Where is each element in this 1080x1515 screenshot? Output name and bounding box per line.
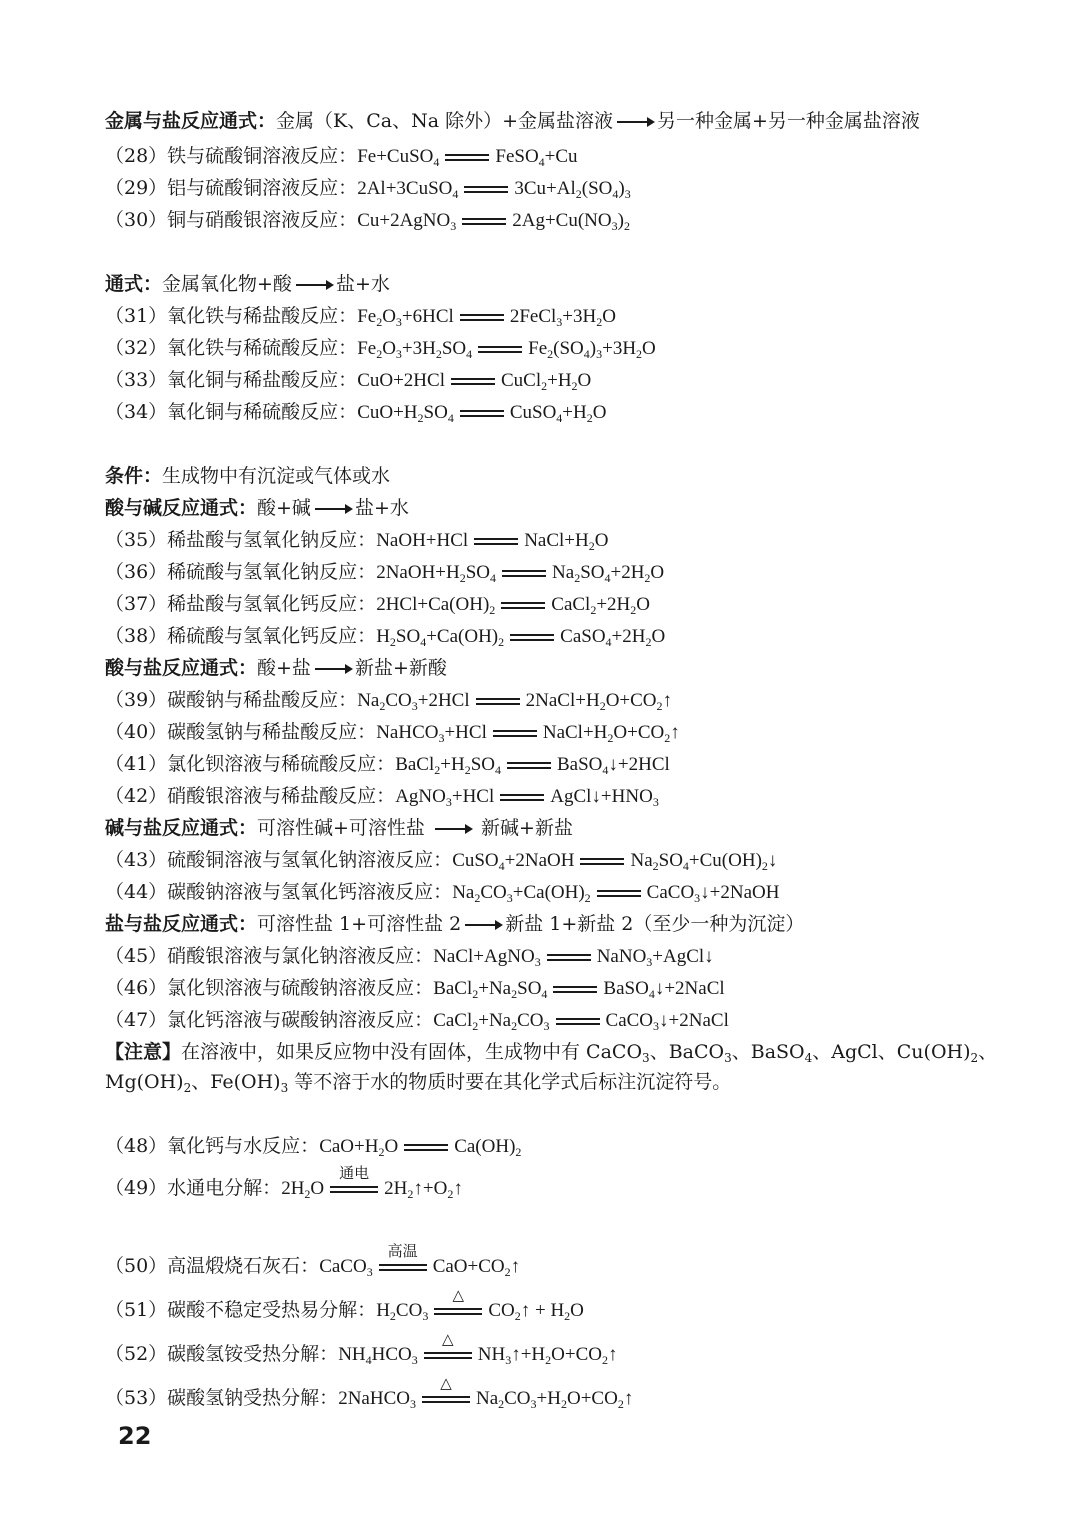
reaction-line [105, 524, 1005, 556]
text-line [105, 460, 1005, 492]
equals-sign-with-condition [330, 1163, 378, 1193]
reaction-label: （47）氯化钙溶液与碳酸钠溶液反应： [105, 1009, 434, 1031]
reactants: $2NaOH+H_2SO_4$ [376, 562, 497, 585]
arrow-icon [296, 284, 332, 286]
reactants: CuSO$_4$+2NaOH [452, 850, 575, 873]
line-tail: 盐+水 [335, 273, 390, 295]
equals-sign [547, 954, 591, 961]
line-text: 酸+盐 [257, 657, 311, 679]
section-heading [105, 428, 1005, 460]
line-tail: 另一种金属+另一种金属盐溶液 [657, 110, 920, 132]
page-number: 22 [118, 1422, 152, 1450]
reaction-line [105, 1285, 1005, 1326]
arrow-icon [435, 828, 471, 830]
reactants: $H_2CO_3$ [376, 1300, 429, 1323]
products: $CuCl_2+H_2O$ [500, 370, 592, 393]
line-lead: 条件： [105, 465, 163, 487]
line-lead: 酸与碱反应通式： [105, 497, 258, 519]
reaction-label: （45）硝酸银溶液与氯化钠溶液反应： [105, 945, 434, 967]
products: $2H_2↑+O_2↑$ [384, 1178, 463, 1201]
reaction-line [105, 204, 1005, 236]
reactants: AgNO$_3$+HCl [395, 786, 495, 809]
equals-sign-with-condition [424, 1329, 472, 1359]
reaction-label: （38）稀硫酸与氢氧化钙反应： [105, 625, 377, 647]
section-heading [105, 1098, 1005, 1130]
reaction-label: （28）铁与硫酸铜溶液反应： [105, 145, 358, 167]
reaction-line [105, 972, 1005, 1004]
line-lead: 盐与盐反应通式： [105, 913, 258, 935]
reaction-condition: 通电 [339, 1163, 370, 1182]
reaction-line [105, 1329, 1005, 1370]
reactants: 2Al+3CuSO$_4$ [357, 178, 459, 201]
line-lead: 金属与盐反应通式： [105, 110, 277, 132]
reaction-label: （32）氧化铁与稀硫酸反应： [105, 337, 358, 359]
reaction-label: （51）碳酸不稳定受热易分解： [105, 1299, 377, 1321]
reactants: CuO+2HCl [357, 370, 445, 391]
products: $NH_3↑+H_2O+CO_2↑$ [477, 1344, 618, 1367]
reactants: Fe+CuSO$_4$ [357, 146, 440, 169]
reaction-label: （53）碳酸氢钠受热分解： [105, 1387, 339, 1409]
products: $Na_2SO_4+2H_2O$ [552, 562, 665, 585]
line-tail: 盐+水 [354, 497, 409, 519]
equals-sign [580, 858, 624, 865]
reaction-line [105, 332, 1005, 364]
equals-sign [404, 1144, 448, 1151]
reaction-line [105, 364, 1005, 396]
text-line [105, 268, 1005, 300]
text-line [105, 105, 1005, 137]
reaction-line [105, 620, 1005, 652]
reaction-condition: 高温 [387, 1241, 418, 1260]
products: $NaCl+H_2O+CO_2↑$ [542, 722, 680, 745]
equals-sign [460, 314, 504, 321]
products: $2NaCl+H_2O+CO_2↑$ [525, 690, 673, 713]
products: $CaSO_4+2H_2O$ [560, 626, 666, 649]
equals-sign [507, 762, 551, 769]
products: BaSO$_4$↓+2NaCl [603, 978, 725, 1001]
reaction-label: （44）碳酸钠溶液与氢氧化钙溶液反应： [105, 881, 453, 903]
products: $Fe_2(SO_4)_3+3H_2O$ [528, 338, 656, 361]
reaction-line [105, 396, 1005, 428]
line-text: 可溶性盐 1+可溶性盐 2 [257, 913, 462, 935]
line-text: $Mg(OH)_2$、$Fe(OH)_3$ 等不溶于水的物质时要在其化学式后标注沉淀符号。 [105, 1071, 732, 1095]
reaction-line [105, 1373, 1005, 1414]
reaction-line [105, 1130, 1005, 1162]
reaction-line [105, 748, 1005, 780]
reactants: $2HCl+Ca(OH)_2$ [376, 594, 496, 617]
equals-sign [460, 410, 504, 417]
reaction-line [105, 1004, 1005, 1036]
arrow-icon [315, 508, 351, 510]
section-heading [105, 236, 1005, 268]
text-line [105, 1036, 1005, 1068]
line-text: 金属（K、Ca、Na 除外）+金属盐溶液 [276, 110, 613, 132]
reaction-line [105, 1163, 1005, 1204]
reaction-line [105, 588, 1005, 620]
products: $2FeCl_3+3H_2O$ [509, 306, 616, 329]
arrow-icon [617, 121, 653, 123]
products: $AgCl↓+HNO_3$ [550, 786, 659, 809]
reactants: NaHCO$_3$+HCl [376, 722, 487, 745]
reactants: NaCl+AgNO$_3$ [433, 946, 541, 969]
equals-sign [451, 378, 495, 385]
products: $NaCl+H_2O$ [524, 530, 609, 553]
reactants: $CaCl_2+Na_2CO_3$ [433, 1010, 550, 1033]
line-tail: 新盐 1+新盐 2（至少一种为沉淀） [505, 913, 805, 935]
products: FeSO$_4$+Cu [495, 146, 578, 169]
reactants: $BaCl_2+H_2SO_4$ [395, 754, 501, 777]
products: NaNO$_3$+AgCl↓ [596, 946, 714, 969]
reaction-label: （35）稀盐酸与氢氧化钠反应： [105, 529, 377, 551]
products: $CaCl_2+2H_2O$ [551, 594, 651, 617]
reaction-label: （39）碳酸钠与稀盐酸反应： [105, 689, 358, 711]
reaction-line [105, 140, 1005, 172]
reaction-line [105, 780, 1005, 812]
reactants: $Fe_2O_3+6HCl$ [357, 306, 454, 329]
equals-sign [502, 570, 546, 577]
text-line [105, 908, 1005, 940]
reaction-label: （49）水通电分解： [105, 1177, 282, 1199]
reactants: $CaO+H_2O$ [319, 1136, 399, 1159]
line-text: 酸+碱 [257, 497, 311, 519]
line-lead: 酸与盐反应通式： [105, 657, 258, 679]
arrow-icon [465, 924, 501, 926]
reactants: $Na_2CO_3+Ca(OH)_2$ [452, 882, 591, 905]
equals-sign [476, 698, 520, 705]
equals-sign-with-condition [379, 1241, 427, 1271]
reactants: $Na_2CO_3+2HCl$ [357, 690, 470, 713]
products: CaCO$_3$↓+2NaCl [605, 1010, 729, 1033]
reaction-label: （46）氯化钡溶液与硫酸钠溶液反应： [105, 977, 434, 999]
reactants: $CuO+H_2SO_4$ [357, 402, 454, 425]
equals-sign [493, 730, 537, 737]
products: $Na_2SO_4+Cu(OH)_2↓$ [630, 850, 778, 873]
reaction-line [105, 300, 1005, 332]
reactants: $H_2SO_4+Ca(OH)_2$ [376, 626, 505, 649]
reaction-line [105, 716, 1005, 748]
reactants: NaOH+HCl [376, 530, 469, 551]
equals-sign [556, 1018, 600, 1025]
reaction-label: （41）氯化钡溶液与稀硫酸反应： [105, 753, 396, 775]
reactants: $NH_4HCO_3$ [338, 1344, 418, 1367]
products: $Na_2CO_3+H_2O+CO_2↑$ [475, 1388, 634, 1411]
reactants: Cu+2AgNO$_3$ [357, 210, 457, 233]
products: $2Ag+Cu(NO_3)_2$ [512, 210, 630, 233]
products: $CO_2↑ + H_2O$ [488, 1300, 584, 1323]
text-line [105, 812, 1005, 844]
line-text: 金属氧化物+酸 [162, 273, 292, 295]
reaction-label: （37）稀盐酸与氢氧化钙反应： [105, 593, 377, 615]
reaction-label: （30）铜与硝酸银溶液反应： [105, 209, 358, 231]
section-heading [105, 1206, 1005, 1238]
reaction-line [105, 876, 1005, 908]
equals-sign [553, 986, 597, 993]
line-text: 在溶液中，如果反应物中没有固体，生成物中有 CaCO$_3$、BaCO$_3$、BaSO$_4$、AgCl、$Cu(OH)_2$、 [181, 1041, 998, 1065]
equals-sign [474, 538, 518, 545]
arrow-icon [315, 668, 351, 670]
line-lead: 【注意】 [105, 1041, 182, 1063]
text-line [105, 652, 1005, 684]
products: $CaO+CO_2↑$ [432, 1256, 521, 1279]
reactants: $BaCl_2+Na_2SO_4$ [433, 978, 548, 1001]
reaction-condition: △ [441, 1329, 454, 1348]
reaction-label: （52）碳酸氢铵受热分解： [105, 1343, 339, 1365]
reaction-label: （33）氧化铜与稀盐酸反应： [105, 369, 358, 391]
reaction-line [105, 684, 1005, 716]
reaction-label: （34）氧化铜与稀硫酸反应： [105, 401, 358, 423]
equals-sign-with-condition [422, 1373, 470, 1403]
reaction-label: （43）硫酸铜溶液与氢氧化钠溶液反应： [105, 849, 453, 871]
reaction-label: （29）铝与硫酸铜溶液反应： [105, 177, 358, 199]
reactants: $2H_2O$ [281, 1178, 325, 1201]
equals-sign [462, 218, 506, 225]
reaction-line [105, 172, 1005, 204]
line-lead: 通式： [105, 273, 163, 295]
equals-sign [501, 602, 545, 609]
equals-sign [478, 346, 522, 353]
text-line [105, 1066, 1005, 1098]
equals-sign [445, 154, 489, 161]
line-tail: 新盐+新酸 [354, 657, 447, 679]
reaction-label: （50）高温煅烧石灰石： [105, 1255, 320, 1277]
reaction-line [105, 1241, 1005, 1282]
equals-sign [597, 890, 641, 897]
reactants: 2NaHCO$_3$ [338, 1388, 416, 1411]
reaction-line [105, 844, 1005, 876]
reaction-label: （31）氧化铁与稀盐酸反应： [105, 305, 358, 327]
reaction-condition: △ [452, 1285, 465, 1304]
reactants: $Fe_2O_3+3H_2SO_4$ [357, 338, 473, 361]
products: $CuSO_4+H_2O$ [509, 402, 607, 425]
products: CaCO$_3$↓+2NaOH [646, 882, 780, 905]
reaction-label: （48）氧化钙与水反应： [105, 1135, 320, 1157]
equals-sign [510, 634, 554, 641]
line-text: 可溶性碱+可溶性盐 [257, 817, 431, 839]
products: $Ca(OH)_2$ [454, 1136, 522, 1159]
text-line [105, 492, 1005, 524]
line-tail: 新碱+新盐 [474, 817, 573, 839]
reaction-line [105, 940, 1005, 972]
line-text: 生成物中有沉淀或气体或水 [162, 465, 391, 487]
line-lead: 碱与盐反应通式： [105, 817, 258, 839]
reaction-label: （42）硝酸银溶液与稀盐酸反应： [105, 785, 396, 807]
reaction-label: （36）稀硫酸与氢氧化钠反应： [105, 561, 377, 583]
reactants: CaCO$_3$ [319, 1256, 373, 1279]
equals-sign [464, 186, 508, 193]
products: $3Cu+Al_2(SO_4)_3$ [514, 178, 631, 201]
products: BaSO$_4$↓+2HCl [556, 754, 670, 777]
reaction-line [105, 556, 1005, 588]
equals-sign-with-condition [434, 1285, 482, 1315]
equals-sign [500, 794, 544, 801]
reaction-label: （40）碳酸氢钠与稀盐酸反应： [105, 721, 377, 743]
reaction-condition: △ [440, 1373, 452, 1392]
